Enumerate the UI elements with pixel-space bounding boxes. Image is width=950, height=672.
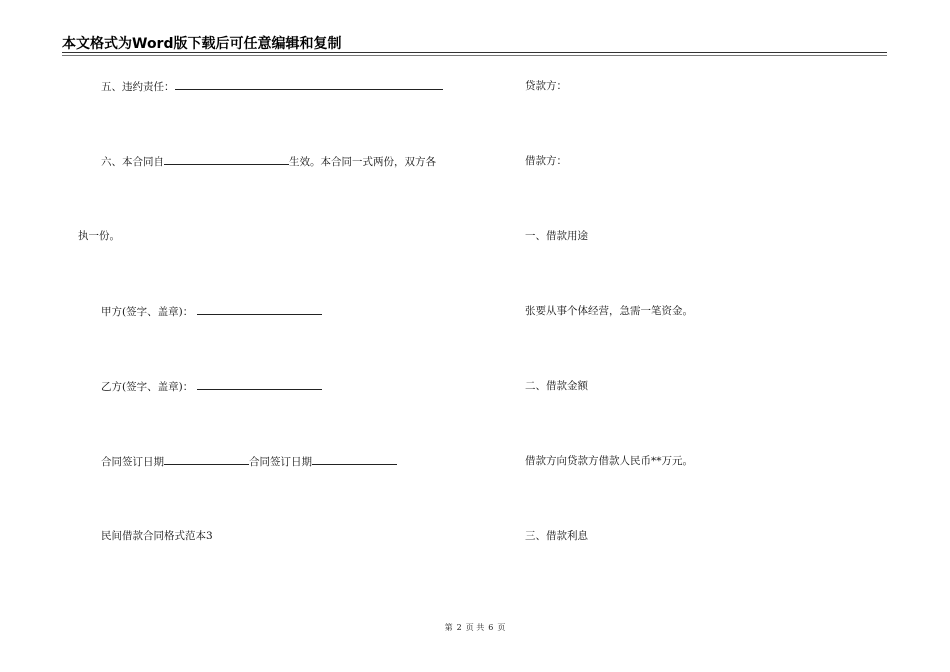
header-rule-secondary [62, 55, 887, 56]
effect-date-blank [164, 154, 289, 165]
breach-clause [101, 79, 443, 94]
purpose-heading: 一、借款用途 [525, 230, 588, 242]
effect-suffix: 生效。本合同一式两份，双方各 [289, 156, 436, 168]
header-rule [62, 52, 887, 53]
party-b-blank [197, 379, 322, 390]
amount-text: 借款方向贷款方借款人民币**万元。 [525, 455, 693, 467]
lender-label: 贷款方： [525, 80, 567, 92]
breach-label: 五、违约责任： [101, 81, 175, 93]
sign-date-row [101, 454, 397, 469]
interest-heading: 三、借款利息 [525, 530, 588, 542]
purpose-text: 张要从事个体经营，急需一笔资金。 [525, 305, 693, 317]
sign-date-label-2: 合同签订日期 [249, 456, 312, 468]
page-total: 6 [488, 623, 494, 632]
sign-date-label-1: 合同签订日期 [101, 456, 164, 468]
sign-date-blank-1 [164, 454, 249, 465]
party-a-label: 甲方(签字、盖章)： [101, 306, 194, 318]
party-a-signature [101, 304, 322, 319]
borrower-label: 借款方： [525, 155, 567, 167]
header-title: 本文格式为Word版下载后可任意编辑和复制 [62, 36, 342, 52]
party-a-blank [197, 304, 322, 315]
page-prefix: 第 [444, 623, 453, 632]
page-suffix: 页 [497, 623, 506, 632]
amount-heading: 二、借款金额 [525, 380, 588, 392]
party-b-signature [101, 379, 322, 394]
breach-blank [175, 79, 443, 90]
effect-clause [101, 154, 436, 169]
effect-prefix: 六、本合同自 [101, 156, 164, 168]
sign-date-blank-2 [312, 454, 397, 465]
page-mid: 页 共 [465, 623, 485, 632]
party-b-label: 乙方(签字、盖章)： [101, 381, 194, 393]
page-footer [0, 622, 950, 633]
template-title: 民间借款合同格式范本3 [101, 530, 213, 542]
page-current: 2 [456, 623, 462, 632]
effect-continuation: 执一份。 [78, 230, 120, 242]
